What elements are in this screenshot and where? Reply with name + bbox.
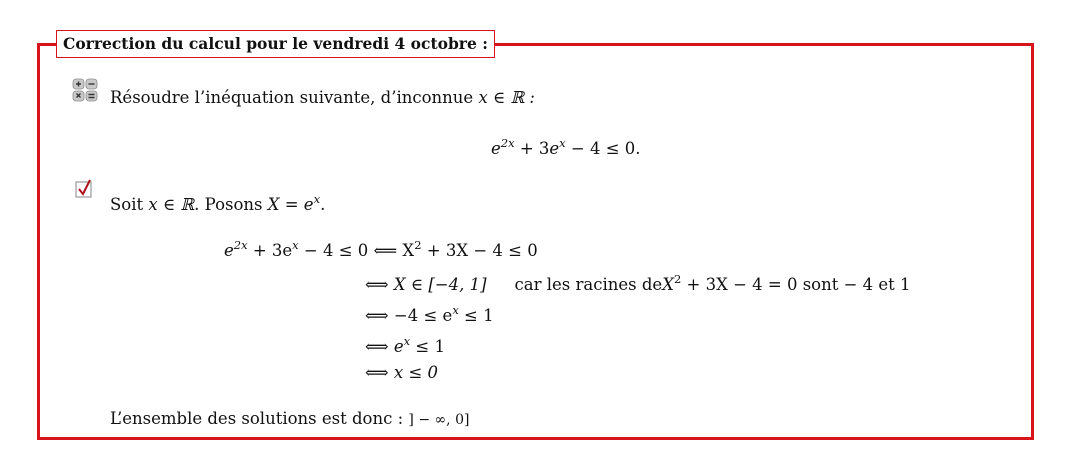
step-row-1: $e^{2x} + 3e^x - 4 \le 0$ ⟸ $X^2 + 3X - 4 \le 0$ — [224, 238, 538, 260]
calculator-icon — [72, 78, 98, 102]
step-row-5: ⟺ x ≤ 0 — [365, 363, 439, 382]
step-row-4: ⟺ $e^x \le 1$ — [365, 334, 445, 356]
step-row-2: ⟺ X ∈ [−4, 1] car les racines deX$^2$ + 3X − 4 = 0 sont − 4 et 1 — [365, 272, 911, 294]
problem-statement — [110, 88, 535, 108]
main-inequation: $e^{2x} + 3e^x - 4 \le 0$. — [491, 136, 641, 158]
step-row-3: ⟺ $-4 \le e^x \le 1$ — [365, 303, 494, 325]
solution-interval: ] − ∞, 0] — [408, 412, 470, 428]
step-note: car les racines de — [514, 275, 663, 294]
section-title: Correction du calcul pour le vendredi 4 octobre : — [56, 30, 495, 58]
conclusion-text: L’ensemble des solutions est donc : — [110, 409, 404, 428]
substitution-line: Soit x ∈ ℝ. Posons $X = e^x$. — [110, 192, 326, 214]
statement-variable: x ∈ ℝ : — [478, 88, 535, 107]
conclusion — [110, 409, 469, 430]
statement-text: Résoudre l’inéquation suivante, d’inconnue — [110, 88, 474, 107]
checkbox-checked-icon — [74, 178, 96, 200]
